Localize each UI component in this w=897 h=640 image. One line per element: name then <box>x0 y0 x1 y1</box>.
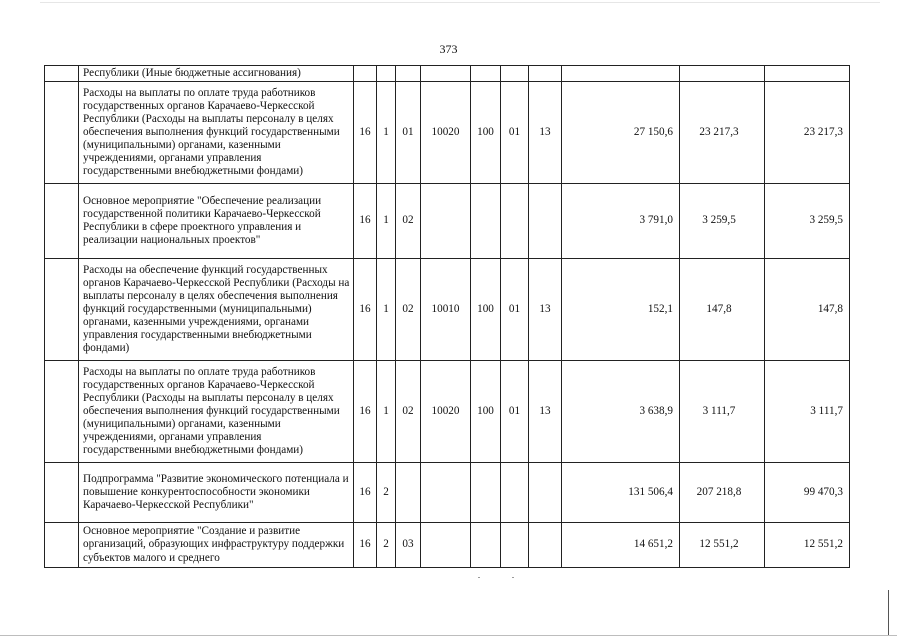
amount-year2-cell: 3 259,5 <box>680 184 765 259</box>
code-pr-cell: 13 <box>529 259 562 361</box>
row-name-cell: Основное мероприятие "Создание и развитие организаций, образующих инфраструктуру поддержки субъектов малого и среднего <box>79 523 354 568</box>
code-gp-cell: 16 <box>354 82 377 184</box>
code-pr-cell: 13 <box>529 82 562 184</box>
code-gp-cell: 16 <box>354 463 377 523</box>
amount-year1-cell: 3 638,9 <box>562 361 680 463</box>
code-pr-cell <box>529 66 562 82</box>
scan-speck <box>478 577 480 578</box>
code-om-cell: 02 <box>396 184 421 259</box>
amount-year3-cell: 3 111,7 <box>765 361 850 463</box>
row-name-cell: Основное мероприятие "Обеспечение реализации государственной политики Карачаево-Черкесской Республики в сфере проектного управления и реализации национальных проектов" <box>79 184 354 259</box>
amount-year2-cell: 12 551,2 <box>680 523 765 568</box>
code-pp-cell: 2 <box>377 463 396 523</box>
code-direction-cell: 10010 <box>421 259 471 361</box>
amount-year2-cell: 147,8 <box>680 259 765 361</box>
code-pr-cell: 13 <box>529 361 562 463</box>
scan-edge-bottom <box>0 635 897 636</box>
table-body <box>45 66 850 568</box>
row-name-cell: Расходы на выплаты по оплате труда работников государственных органов Карачаево-Черкесской Республики (Расходы на выплаты персоналу в целях обеспечения выполнения функций государственными (муниципальными) органами, казенными учреждениями, органами управления государственными внебюджетными фондами) <box>79 361 354 463</box>
code-om-cell: 02 <box>396 361 421 463</box>
amount-year3-cell: 99 470,3 <box>765 463 850 523</box>
code-gp-cell: 16 <box>354 184 377 259</box>
table-row <box>45 463 850 523</box>
code-vr-cell <box>471 184 501 259</box>
code-rz-cell: 01 <box>501 82 529 184</box>
amount-year3-cell: 23 217,3 <box>765 82 850 184</box>
amount-year1-cell: 27 150,6 <box>562 82 680 184</box>
row-name-cell: Подпрограмма "Развитие экономического потенциала и повышение конкурентоспособности экономики Карачаево-Черкесской Республики" <box>79 463 354 523</box>
budget-table-container <box>44 65 850 568</box>
code-pp-cell: 1 <box>377 361 396 463</box>
amount-year1-cell: 3 791,0 <box>562 184 680 259</box>
row-marker-cell <box>45 82 79 184</box>
row-marker-cell <box>45 523 79 568</box>
code-pr-cell <box>529 184 562 259</box>
code-rz-cell: 01 <box>501 361 529 463</box>
amount-year1-cell: 131 506,4 <box>562 463 680 523</box>
code-vr-cell: 100 <box>471 361 501 463</box>
table-row <box>45 82 850 184</box>
amount-year3-cell: 12 551,2 <box>765 523 850 568</box>
code-pp-cell: 1 <box>377 259 396 361</box>
amount-year1-cell: 14 651,2 <box>562 523 680 568</box>
code-rz-cell <box>501 523 529 568</box>
code-gp-cell: 16 <box>354 361 377 463</box>
row-marker-cell <box>45 66 79 82</box>
code-pp-cell <box>377 66 396 82</box>
table-row <box>45 361 850 463</box>
code-vr-cell: 100 <box>471 82 501 184</box>
row-marker-cell <box>45 361 79 463</box>
code-om-cell <box>396 463 421 523</box>
code-vr-cell <box>471 463 501 523</box>
code-direction-cell <box>421 523 471 568</box>
code-gp-cell <box>354 66 377 82</box>
amount-year3-cell <box>765 66 850 82</box>
code-pp-cell: 1 <box>377 184 396 259</box>
table-row <box>45 259 850 361</box>
code-pr-cell <box>529 463 562 523</box>
code-direction-cell <box>421 463 471 523</box>
code-om-cell: 02 <box>396 259 421 361</box>
table-row <box>45 184 850 259</box>
code-rz-cell <box>501 184 529 259</box>
row-marker-cell <box>45 463 79 523</box>
code-om-cell: 03 <box>396 523 421 568</box>
scan-speck <box>512 577 514 578</box>
code-pp-cell: 2 <box>377 523 396 568</box>
amount-year2-cell: 207 218,8 <box>680 463 765 523</box>
code-om-cell: 01 <box>396 82 421 184</box>
row-name-cell: Расходы на обеспечение функций государственных органов Карачаево-Черкесской Республики (Расходы на выплаты персоналу в целях обеспечения выполнения функций государственными (муниципальными) органами, казенными учреждениями, органами управления государственными внебюджетными фондами) <box>79 259 354 361</box>
page-number: 373 <box>439 42 458 56</box>
row-name-cell: Республики (Иные бюджетные ассигнования) <box>79 66 354 82</box>
code-vr-cell <box>471 66 501 82</box>
amount-year3-cell: 3 259,5 <box>765 184 850 259</box>
scan-edge-top <box>40 2 880 3</box>
amount-year2-cell: 23 217,3 <box>680 82 765 184</box>
table-row <box>45 523 850 568</box>
code-rz-cell <box>501 463 529 523</box>
budget-table <box>44 65 850 568</box>
amount-year3-cell: 147,8 <box>765 259 850 361</box>
row-name-cell: Расходы на выплаты по оплате труда работников государственных органов Карачаево-Черкесской Республики (Расходы на выплаты персоналу в целях обеспечения выполнения функций государственными (муниципальными) органами, казенными учреждениями, органами управления государственными внебюджетными фондами) <box>79 82 354 184</box>
row-marker-cell <box>45 259 79 361</box>
amount-year2-cell: 3 111,7 <box>680 361 765 463</box>
amount-year1-cell: 152,1 <box>562 259 680 361</box>
code-gp-cell: 16 <box>354 259 377 361</box>
scan-edge-right <box>888 590 889 636</box>
code-pr-cell <box>529 523 562 568</box>
code-vr-cell <box>471 523 501 568</box>
amount-year2-cell <box>680 66 765 82</box>
amount-year1-cell <box>562 66 680 82</box>
code-vr-cell: 100 <box>471 259 501 361</box>
table-row <box>45 66 850 82</box>
row-marker-cell <box>45 184 79 259</box>
code-direction-cell <box>421 66 471 82</box>
code-gp-cell: 16 <box>354 523 377 568</box>
code-rz-cell: 01 <box>501 259 529 361</box>
code-om-cell <box>396 66 421 82</box>
code-direction-cell: 10020 <box>421 361 471 463</box>
code-rz-cell <box>501 66 529 82</box>
code-direction-cell <box>421 184 471 259</box>
code-direction-cell: 10020 <box>421 82 471 184</box>
code-pp-cell: 1 <box>377 82 396 184</box>
